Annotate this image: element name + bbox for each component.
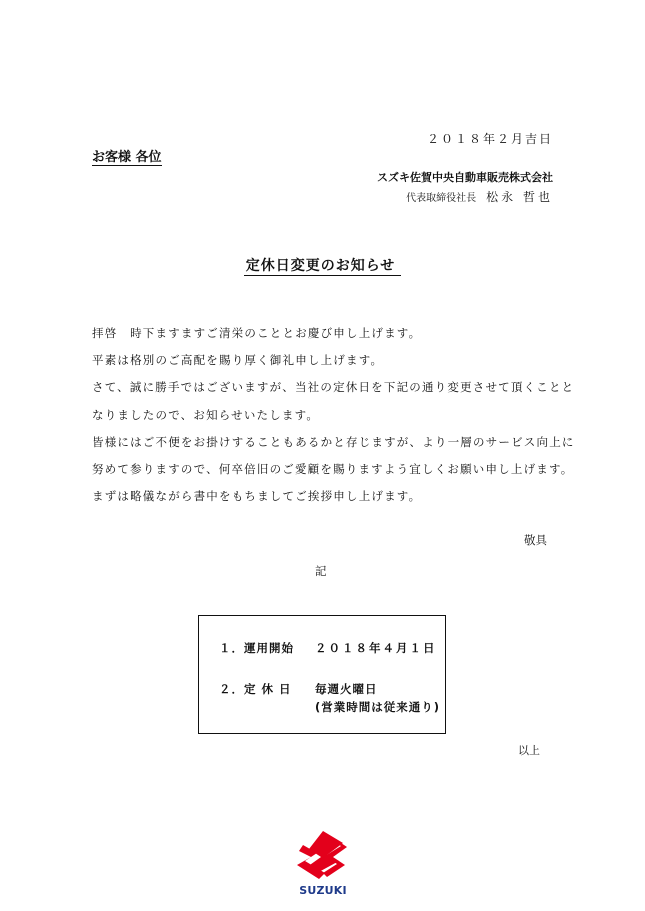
sender-company: スズキ佐賀中央自動車販売株式会社 bbox=[377, 171, 553, 184]
suzuki-logo-text: SUZUKI bbox=[299, 884, 347, 897]
detail-value: ２０１８年４月１日 bbox=[315, 641, 437, 655]
body-line: 皆様にはご不便をお掛けすることもあるかと存じますが、より一層のサービス向上に bbox=[92, 434, 575, 449]
body-line: 努めて参りますので、何卒倍旧のご愛顧を賜りますよう宜しくお願い申し上げます。 bbox=[92, 462, 574, 477]
suzuki-s-logo-icon bbox=[295, 831, 351, 881]
suzuki-logo bbox=[295, 831, 351, 899]
document-title: 定休日変更のお知らせ bbox=[244, 258, 402, 276]
closing-ijou: 以上 bbox=[518, 744, 540, 757]
body-line: なりましたので、お知らせいたします。 bbox=[92, 407, 320, 422]
sender-name: 松永 哲也 bbox=[486, 190, 553, 204]
detail-value: 毎週火曜日 bbox=[315, 682, 378, 696]
letter-date: ２０１８年２月吉日 bbox=[426, 132, 553, 146]
detail-label: ２．定 休 日 bbox=[219, 682, 292, 696]
letter-body bbox=[92, 320, 575, 510]
sender-title: 代表取締役社長 bbox=[406, 193, 477, 204]
body-line: 平素は格別のご高配を賜り厚く御礼申し上げます。 bbox=[92, 353, 384, 368]
body-line: 拝啓 時下ますますご清栄のこととお慶び申し上げます。 bbox=[92, 326, 422, 340]
closing-keigu: 敬具 bbox=[524, 533, 547, 547]
detail-note: (営業時間は従来通り) bbox=[315, 700, 441, 714]
details-box bbox=[198, 615, 446, 734]
body-line: さて、誠に勝手ではございますが、当社の定休日を下記の通り変更させて頂くことと bbox=[92, 380, 575, 395]
detail-label: １．運用開始 bbox=[219, 641, 294, 655]
ki-heading: 記 bbox=[315, 564, 327, 578]
sender-representative bbox=[406, 188, 553, 205]
body-line: まずは略儀ながら書中をもちましてご挨拶申し上げます。 bbox=[92, 489, 422, 504]
document-title-wrapper bbox=[0, 255, 645, 275]
recipient: お客様 各位 bbox=[92, 150, 162, 165]
